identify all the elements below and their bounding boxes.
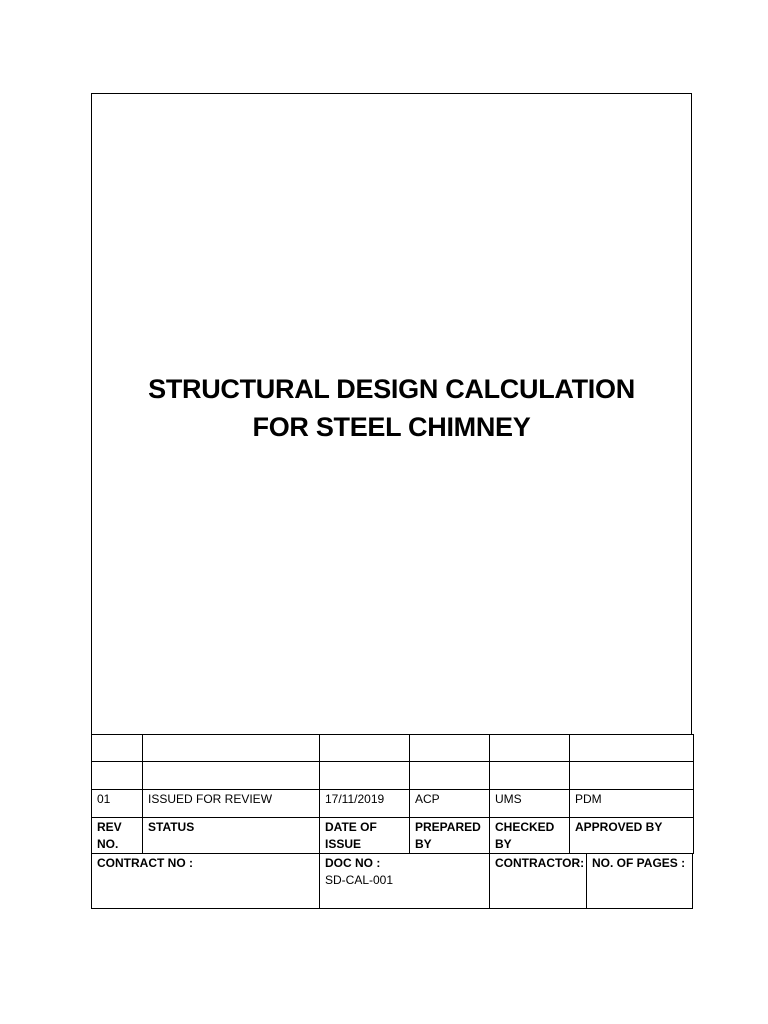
- title-line-1: STRUCTURAL DESIGN CALCULATION: [148, 374, 635, 404]
- rev-cell: [91, 734, 142, 761]
- rev-no-header: REV NO.: [97, 820, 122, 851]
- approved-cell: [569, 734, 693, 761]
- prepared-by-header: PREPARED BY: [415, 820, 481, 851]
- checked-by-header: CHECKED BY: [495, 820, 555, 851]
- checked-cell: [489, 734, 569, 761]
- table-rule: [91, 908, 693, 909]
- status-cell: [142, 762, 319, 789]
- revision-table: [91, 734, 694, 909]
- prepared-cell: ACP: [415, 792, 440, 806]
- cover-frame: [91, 93, 692, 734]
- rev-cell: [91, 762, 142, 789]
- doc-no-label: DOC NO :: [325, 856, 381, 870]
- date-cell: [319, 734, 409, 761]
- approved-cell: [569, 762, 693, 789]
- no-of-pages-label: NO. OF PAGES :: [592, 856, 686, 870]
- checked-cell: UMS: [495, 792, 522, 806]
- date-of-issue-header: DATE OF ISSUE: [325, 820, 377, 851]
- table-rule: [692, 853, 693, 909]
- status-header: STATUS: [148, 820, 195, 834]
- prepared-cell: [409, 762, 489, 789]
- date-cell: 17/11/2019: [325, 792, 385, 806]
- checked-cell: [489, 762, 569, 789]
- prepared-cell: [409, 734, 489, 761]
- status-cell: ISSUED FOR REVIEW: [148, 792, 273, 806]
- table-rule: [693, 734, 694, 853]
- title-line-2: FOR STEEL CHIMNEY: [252, 412, 531, 442]
- status-cell: [142, 734, 319, 761]
- doc-no-cell: [319, 854, 489, 908]
- approved-by-header: APPROVED BY: [575, 820, 663, 834]
- contract-no-label: CONTRACT NO :: [97, 856, 193, 870]
- contractor-label: CONTRACTOR:: [495, 856, 585, 870]
- approved-cell: PDM: [575, 792, 602, 806]
- rev-cell: 01: [97, 792, 111, 806]
- doc-no-value: SD-CAL-001: [325, 873, 394, 887]
- date-cell: [319, 762, 409, 789]
- document-title: [92, 370, 691, 446]
